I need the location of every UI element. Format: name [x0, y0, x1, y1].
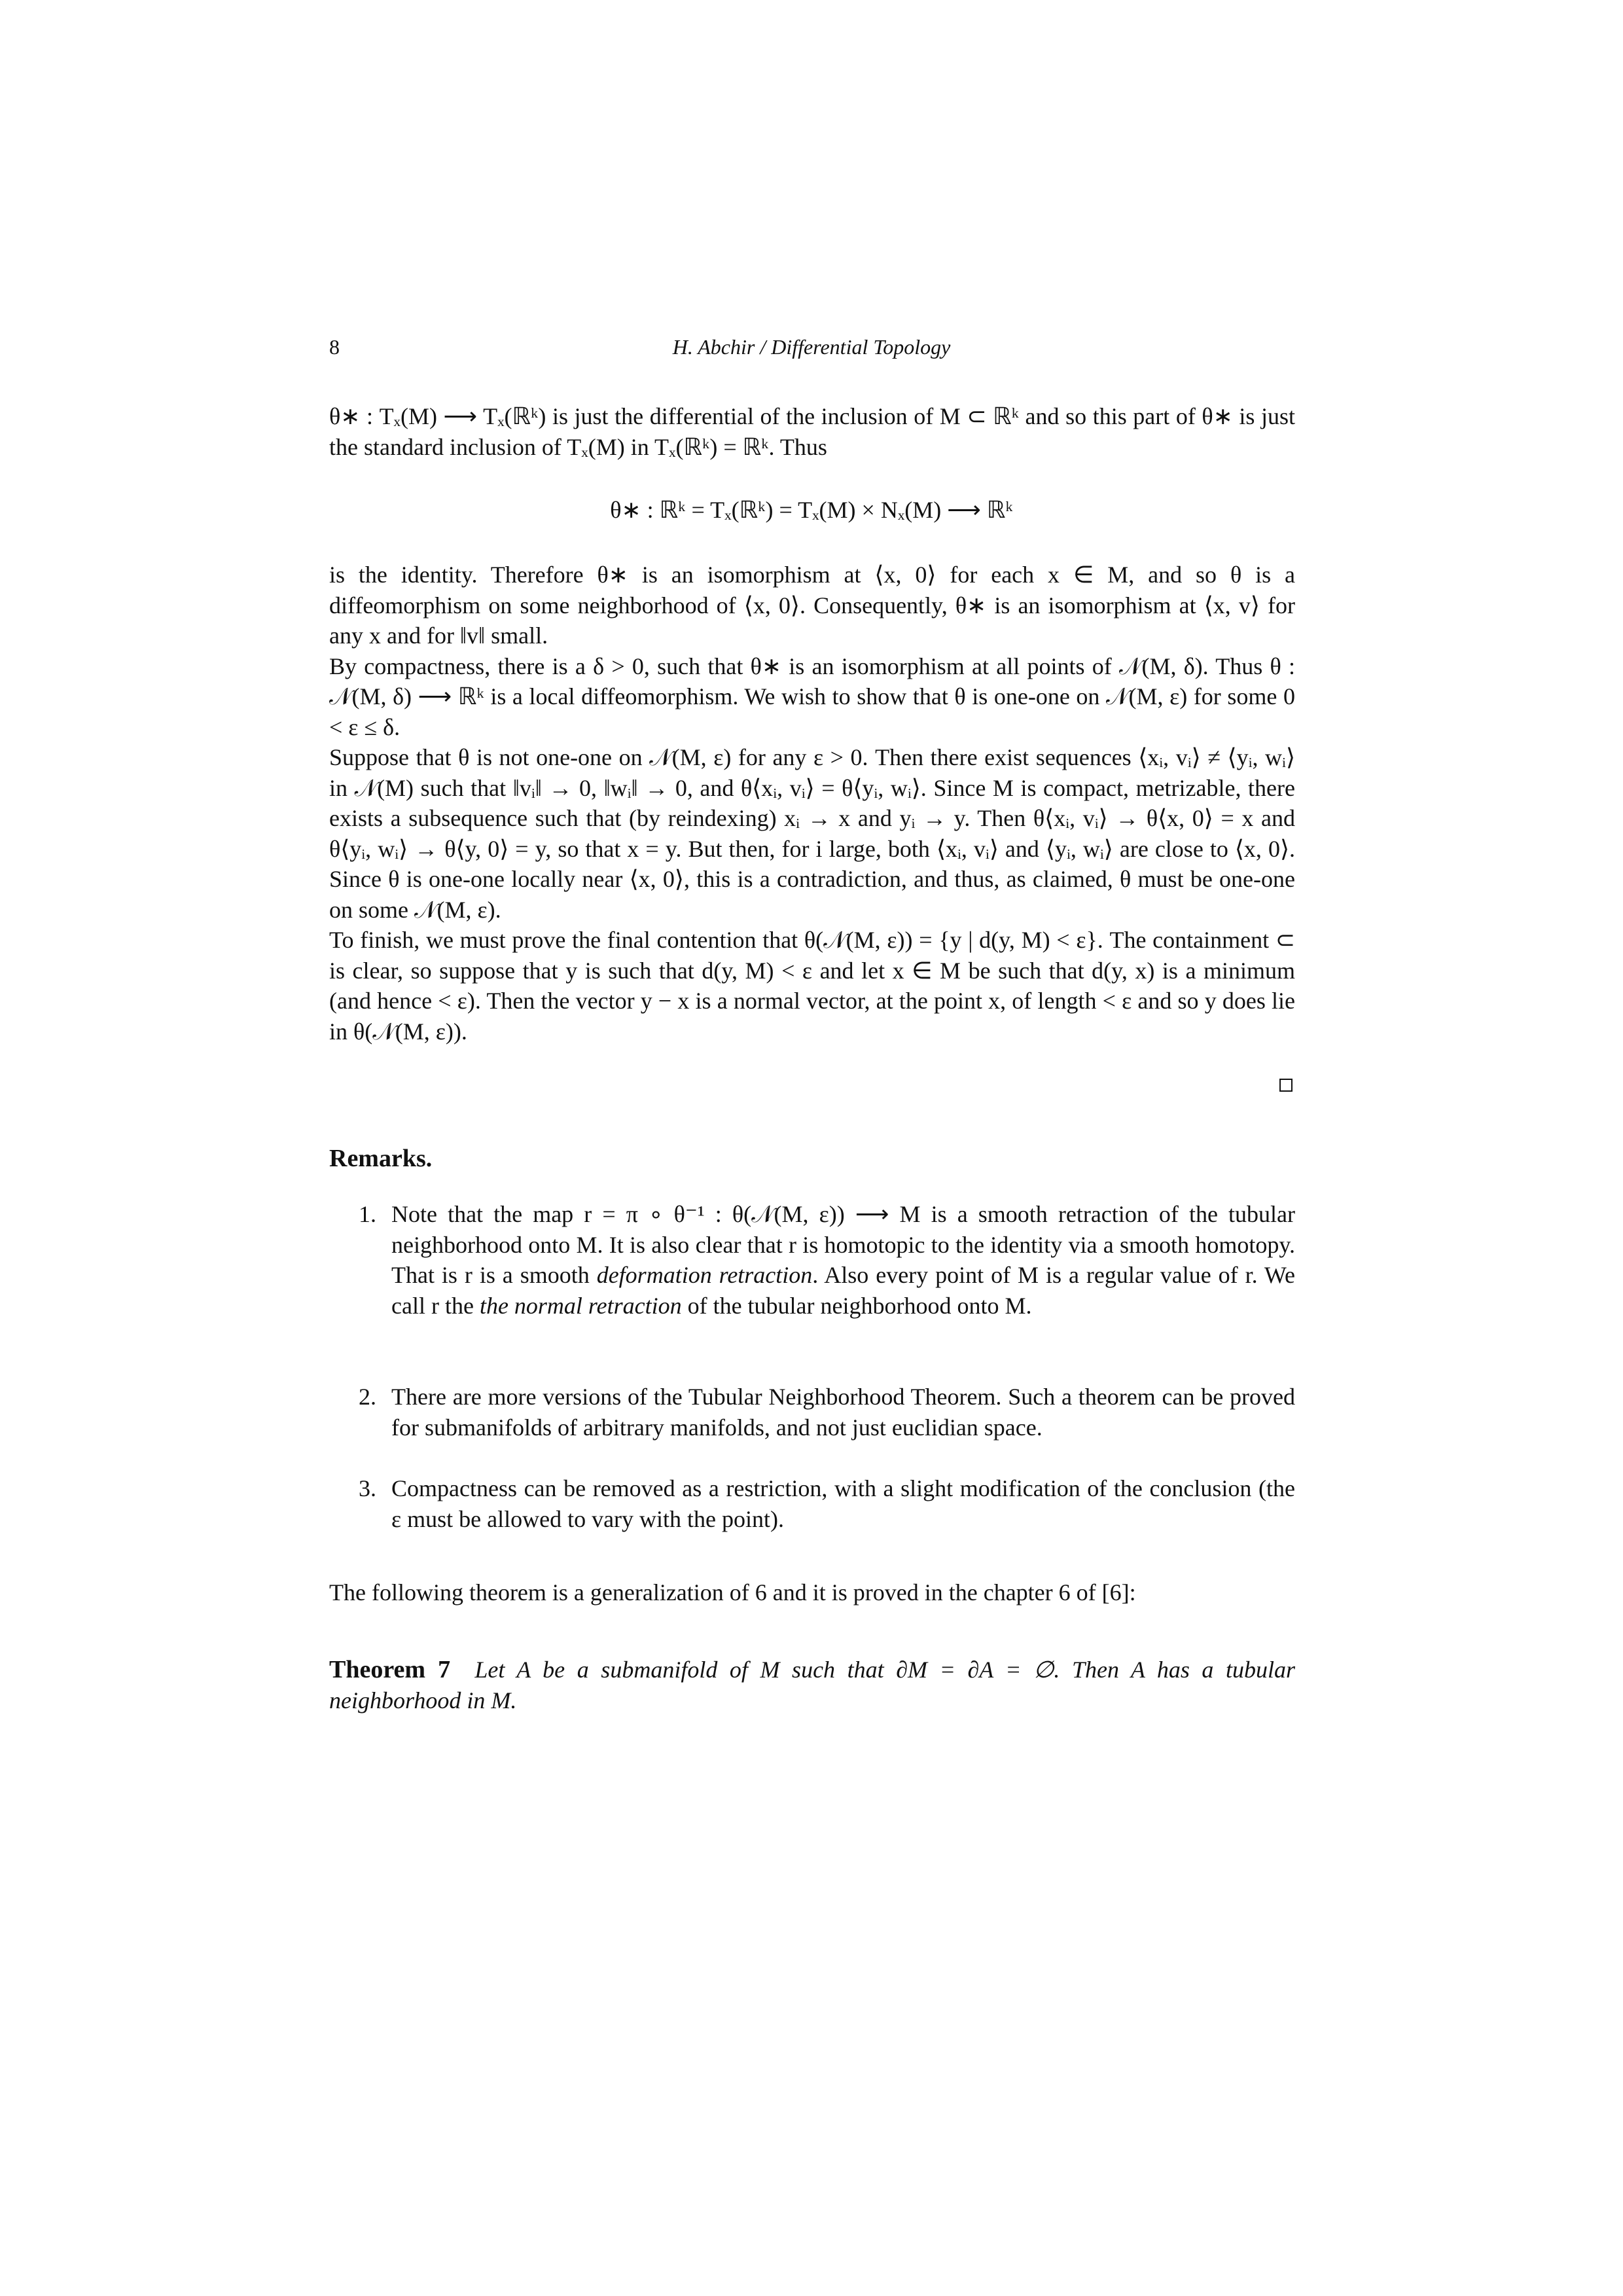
proof-paragraph: is the identity. Therefore θ∗ is an isomorphism at ⟨x, 0⟩ for each x ∈ M, and so θ is a diffeomorphism on some neighborhood of ⟨x, 0⟩. Consequently, θ∗ is an isomorphism at ⟨x, v⟩ for any x and for ‖v‖ small. [329, 562, 1295, 649]
remarks-heading: Remarks. [329, 1145, 433, 1172]
emphasis: the normal retraction [479, 1292, 682, 1319]
remark-number: 1. [359, 1201, 376, 1227]
intro-text: θ∗ : Tₓ(M) ⟶ Tₓ(ℝᵏ) is just the differential of the inclusion of M ⊂ ℝᵏ and so this part of θ∗ is just the standard inclusion of Tₓ(M) in Tₓ(ℝᵏ) = ℝᵏ. Thus [329, 403, 1295, 460]
theorem-statement: Let A be a submanifold of M such that ∂M = ∂A = ∅. Then A has a tubular neighborhood in M. [329, 1657, 1296, 1713]
remark-text: There are more versions of the Tubular Neighborhood Theorem. Such a theorem can be proved for submanifolds of arbitrary manifolds, and not just euclidian space. [391, 1384, 1295, 1441]
theorem-7 [329, 1655, 1295, 1715]
display-equation: θ∗ : ℝᵏ = Tₓ(ℝᵏ) = Tₓ(M) × Nₓ(M) ⟶ ℝᵏ [610, 497, 1013, 523]
remark-text: Compactness can be removed as a restriction, with a slight modification of the conclusion (the ε must be allowed to vary with the point). [391, 1475, 1295, 1532]
proof-body [329, 560, 1295, 1047]
proof-paragraph: By compactness, there is a δ > 0, such that θ∗ is an isomorphism at all points of 𝒩(M, δ). Thus θ : 𝒩(M, δ) ⟶ ℝᵏ is a local diffeomorphism. We wish to show that θ is one-one on 𝒩(M, ε) for some 0 < ε ≤ δ. [329, 653, 1295, 740]
closing-line: The following theorem is a generalization of 6 and it is proved in the chapter 6 of [6]: [329, 1579, 1136, 1605]
remark-number: 2. [359, 1384, 376, 1410]
emphasis: deformation retraction [596, 1262, 813, 1288]
theorem-label: Theorem 7 [329, 1656, 451, 1683]
proof-paragraph: To finish, we must prove the final contention that θ(𝒩(M, ε)) = {y | d(y, M) < ε}. The containment ⊂ is clear, so suppose that y is such that d(y, M) < ε and let x ∈ M be such that d(y, x) is a minimum (and hence < ε). Then the vector y − x is a normal vector, at the point x, of length < ε and so y does lie in θ(𝒩(M, ε)). [329, 927, 1296, 1045]
qed-symbol [1279, 1079, 1293, 1092]
remark-text: Note that the map r = π ∘ θ⁻¹ : θ(𝒩(M, ε)) ⟶ M is a smooth retraction of the tubular neighborhood onto M. It is also clear that r is homotopic to the identity via a smooth homotopy. That is r is a smooth deformation retraction. Also every point of M is a regular value of r. We call r the the normal retraction of the tubular neighborhood onto M. [391, 1201, 1295, 1319]
remark-number: 3. [359, 1475, 376, 1501]
proof-paragraph: Suppose that θ is not one-one on 𝒩(M, ε) for any ε > 0. Then there exist sequences ⟨xᵢ, vᵢ⟩ ≠ ⟨yᵢ, wᵢ⟩ in 𝒩(M) such that ‖vᵢ‖ → 0, ‖wᵢ‖ → 0, and θ⟨xᵢ, vᵢ⟩ = θ⟨yᵢ, wᵢ⟩. Since M is compact, metrizable, there exists a subsequence such that (by reindexing) xᵢ → x and yᵢ → y. Then θ⟨xᵢ, vᵢ⟩ → θ⟨x, 0⟩ = x and θ⟨yᵢ, wᵢ⟩ → θ⟨y, 0⟩ = y, so that x = y. But then, for i large, both ⟨xᵢ, vᵢ⟩ and ⟨yᵢ, wᵢ⟩ are close to ⟨x, 0⟩. Since θ is one-one locally near ⟨x, 0⟩, this is a contradiction, and thus, as claimed, θ must be one-one on some 𝒩(M, ε). [329, 744, 1295, 923]
page-number: 8 [329, 335, 340, 359]
remark-item [359, 1382, 1295, 1443]
remark-item [359, 1473, 1295, 1534]
running-head: H. Abchir / Differential Topology [672, 335, 951, 359]
intro-paragraph [329, 401, 1295, 462]
remark-item [359, 1199, 1295, 1321]
